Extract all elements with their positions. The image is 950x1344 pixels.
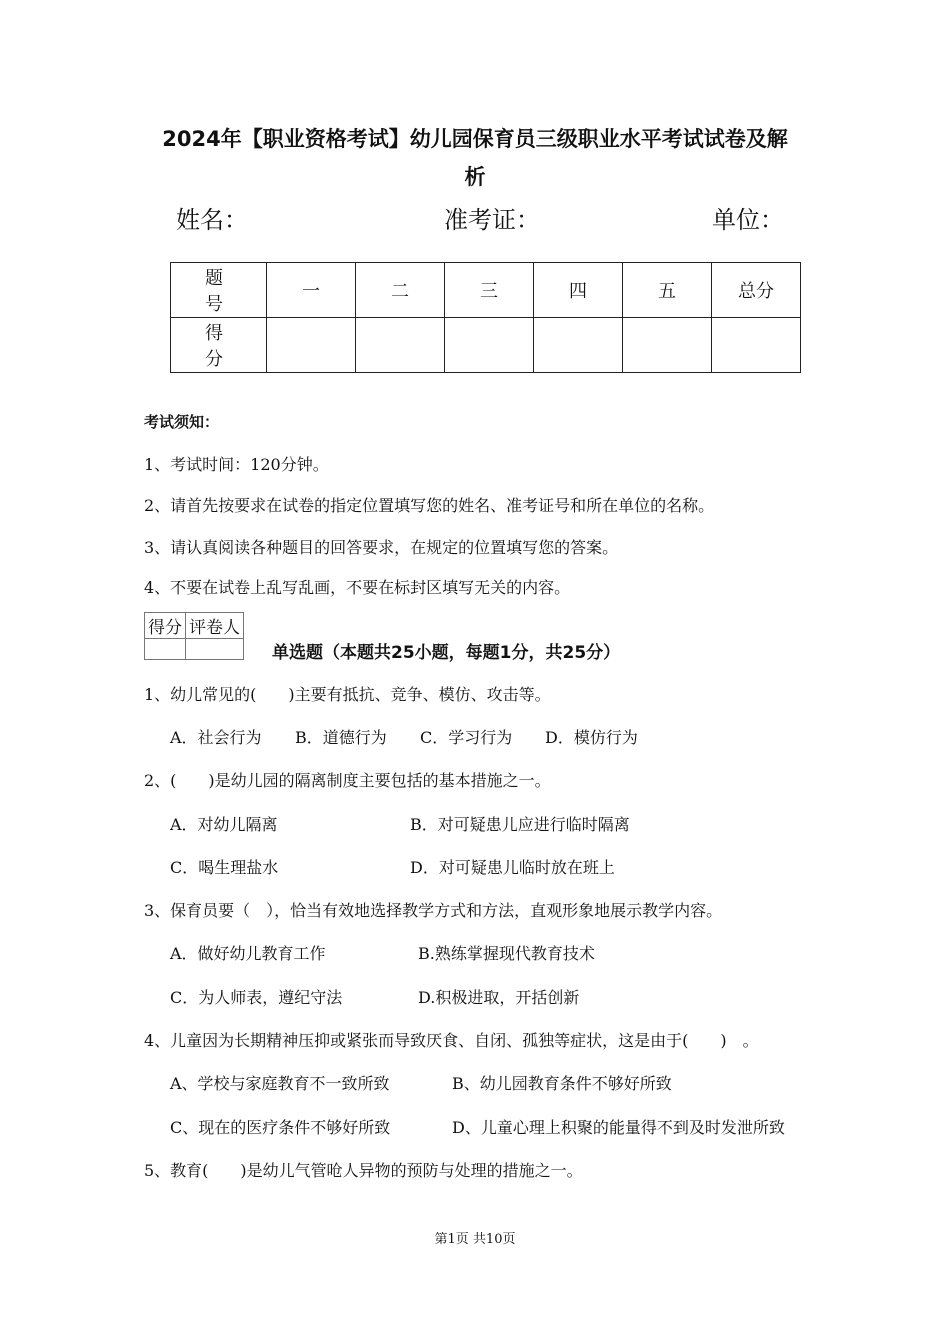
option-a[interactable]: A．社会行为 xyxy=(170,728,262,747)
option-d[interactable]: D．模仿行为 xyxy=(545,728,638,747)
question-stem: 4、儿童因为长期精神压抑或紧张而导致厌食、自闭、孤独等症状，这是由于( ) 。 xyxy=(144,1031,759,1050)
question-stem: 3、保育员要（ ），恰当有效地选择教学方式和方法，直观形象地展示教学内容。 xyxy=(144,901,723,920)
title-line-1: 2024年【职业资格考试】幼儿园保育员三级职业水平考试试卷及解 xyxy=(162,127,788,151)
exam-number-label: 准考证： xyxy=(444,206,540,234)
notice-item: 2、请首先按要求在试卷的指定位置填写您的姓名、准考证号和所在单位的名称。 xyxy=(144,496,715,515)
score-table-header-cell: 三 xyxy=(445,263,534,318)
score-cell[interactable] xyxy=(267,318,356,373)
title-line-2: 析 xyxy=(464,165,486,189)
option-d[interactable]: D.积极进取，开括创新 xyxy=(418,988,580,1007)
notice-title: 考试须知： xyxy=(144,413,220,431)
score-row-label: 得 分 xyxy=(171,318,267,373)
unit-label: 单位： xyxy=(712,206,784,234)
score-cell[interactable] xyxy=(356,318,445,373)
score-cell[interactable] xyxy=(445,318,534,373)
grader-score-label: 得分 xyxy=(145,613,186,639)
score-table-header-cell: 五 xyxy=(623,263,712,318)
grader-table xyxy=(144,612,244,660)
score-table-header-cell: 一 xyxy=(267,263,356,318)
grader-score-cell[interactable] xyxy=(145,639,186,660)
score-cell[interactable] xyxy=(623,318,712,373)
name-label: 姓名： xyxy=(176,206,248,234)
question-stem: 1、幼儿常见的( )主要有抵抗、竞争、模仿、攻击等。 xyxy=(144,685,551,704)
option-c[interactable]: C、现在的医疗条件不够好所致 xyxy=(170,1118,391,1137)
option-b[interactable]: B．道德行为 xyxy=(295,728,387,747)
option-d[interactable]: D、儿童心理上积聚的能量得不到及时发泄所致 xyxy=(452,1118,785,1137)
option-c[interactable]: C．为人师表，遵纪守法 xyxy=(170,988,343,1007)
score-table-header-cell: 四 xyxy=(534,263,623,318)
score-table-header-cell: 总分 xyxy=(712,263,801,318)
score-cell[interactable] xyxy=(712,318,801,373)
question-stem: 2、( )是幼儿园的隔离制度主要包括的基本措施之一。 xyxy=(144,771,551,790)
score-table-header-row xyxy=(171,263,801,318)
option-d[interactable]: D．对可疑患儿临时放在班上 xyxy=(410,858,615,877)
score-cell[interactable] xyxy=(534,318,623,373)
option-a[interactable]: A．对幼儿隔离 xyxy=(170,815,278,834)
option-b[interactable]: B.熟练掌握现代教育技术 xyxy=(418,944,595,963)
score-table-header-cell: 二 xyxy=(356,263,445,318)
page-footer: 第1页 共10页 xyxy=(434,1232,516,1247)
option-b[interactable]: B、幼儿园教育条件不够好所致 xyxy=(452,1074,672,1093)
notice-item: 3、请认真阅读各种题目的回答要求，在规定的位置填写您的答案。 xyxy=(144,538,619,557)
section-title: 单选题（本题共25小题，每题1分，共25分） xyxy=(272,643,621,663)
question-stem: 5、教育( )是幼儿气管呛人异物的预防与处理的措施之一。 xyxy=(144,1161,583,1180)
notice-item: 4、不要在试卷上乱写乱画，不要在标封区填写无关的内容。 xyxy=(144,578,571,597)
notice-item: 1、考试时间：120分钟。 xyxy=(144,455,329,474)
option-a[interactable]: A、学校与家庭教育不一致所致 xyxy=(170,1074,390,1093)
score-table-score-row xyxy=(171,318,801,373)
score-table-header-cell: 题 号 xyxy=(171,263,267,318)
option-c[interactable]: C．学习行为 xyxy=(420,728,513,747)
grader-reviewer-label: 评卷人 xyxy=(186,613,244,639)
grader-reviewer-cell[interactable] xyxy=(186,639,244,660)
option-b[interactable]: B．对可疑患儿应进行临时隔离 xyxy=(410,815,630,834)
option-a[interactable]: A．做好幼儿教育工作 xyxy=(170,944,326,963)
score-table xyxy=(170,262,801,373)
document-title xyxy=(120,120,830,196)
option-c[interactable]: C．喝生理盐水 xyxy=(170,858,279,877)
